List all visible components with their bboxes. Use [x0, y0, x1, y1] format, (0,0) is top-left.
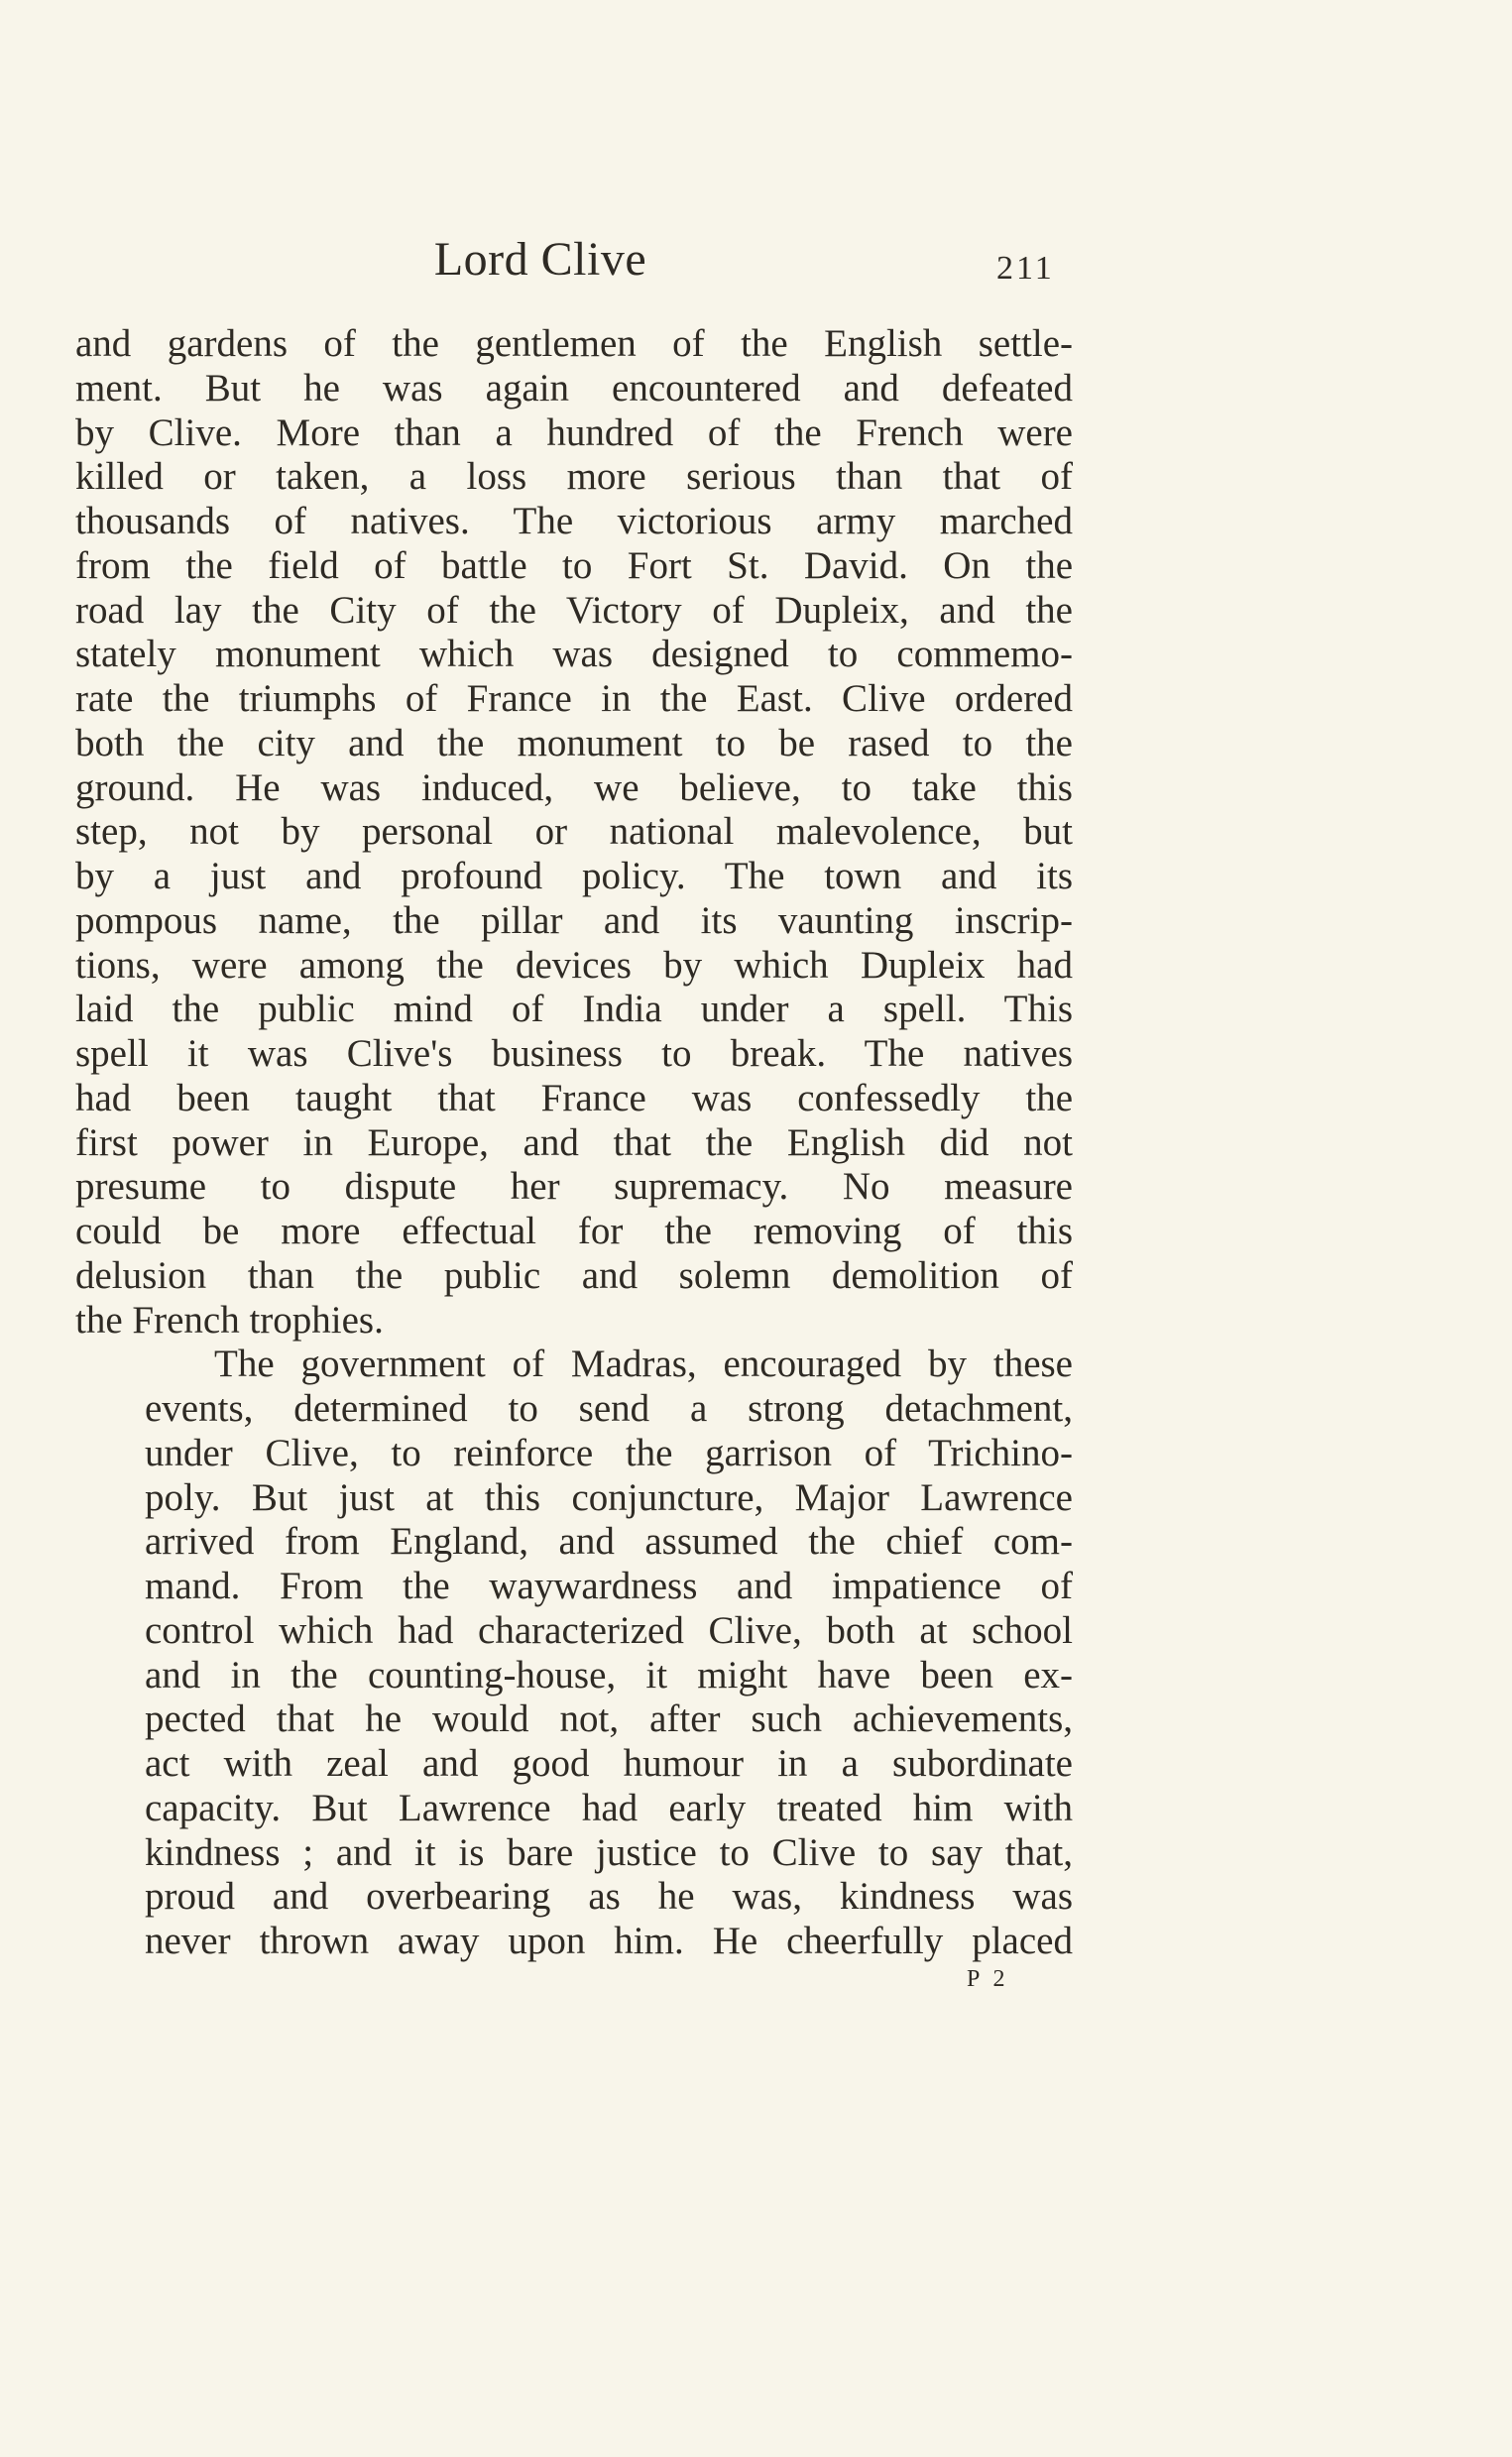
- text-line: from the field of battle to Fort St. David. On the: [75, 543, 1073, 587]
- text-line: had been taught that France was confessedly the: [75, 1076, 1073, 1119]
- text-line: capacity. But Lawrence had early treated him with: [145, 1786, 1073, 1829]
- text-line: arrived from England, and assumed the chief com-: [145, 1520, 1073, 1564]
- text-line: by a just and profound policy. The town and its: [75, 855, 1073, 897]
- text-line: ment. But he was again encountered and defeated: [75, 366, 1073, 410]
- text-line: proud and overbearing as he was, kindness was: [145, 1875, 1073, 1919]
- text-line: delusion than the public and solemn demolition of: [75, 1253, 1073, 1297]
- text-line: The government of Madras, encouraged by these: [214, 1343, 1073, 1386]
- text-line: never thrown away upon him. He cheerfully placed: [145, 1920, 1073, 1962]
- paragraph: [75, 1343, 1073, 1964]
- text-line: killed or taken, a loss more serious than that of: [75, 455, 1073, 499]
- text-line: thousands of natives. The victorious army marched: [75, 500, 1073, 542]
- running-head-title: Lord Clive: [433, 233, 647, 286]
- text-line: under Clive, to reinforce the garrison of Trichino-: [145, 1431, 1073, 1474]
- text-line: poly. But just at this conjuncture, Major Lawrence: [145, 1475, 1073, 1519]
- text-line: the French trophies.: [75, 1298, 384, 1342]
- text-line: and gardens of the gentlemen of the English settle-: [75, 322, 1073, 365]
- text-line: control which had characterized Clive, both at school: [145, 1608, 1073, 1652]
- text-line: stately monument which was designed to commemo-: [75, 633, 1073, 676]
- signature-mark: P 2: [967, 1966, 1009, 1992]
- text-line: first power in Europe, and that the English did not: [75, 1120, 1073, 1164]
- text-line: step, not by personal or national malevolence, but: [75, 810, 1073, 854]
- page-number: 211: [996, 250, 1055, 287]
- text-line: road lay the City of the Victory of Dupleix, and the: [75, 588, 1073, 632]
- text-line: and in the counting-house, it might have been ex-: [145, 1653, 1073, 1696]
- text-line: act with zeal and good humour in a subordinate: [145, 1742, 1073, 1785]
- text-line: pompous name, the pillar and its vaunting inscrip-: [75, 898, 1073, 942]
- text-line: rate the triumphs of France in the East. Clive ordered: [75, 677, 1073, 720]
- text-line: presume to dispute her supremacy. No measure: [75, 1165, 1073, 1209]
- text-line: events, determined to send a strong detachment,: [145, 1387, 1073, 1430]
- text-line: mand. From the waywardness and impatience of: [145, 1565, 1073, 1607]
- text-line: tions, were among the devices by which Dupleix had: [75, 943, 1073, 987]
- text-line: spell it was Clive's business to break. The natives: [75, 1032, 1073, 1075]
- text-line: pected that he would not, after such achievements,: [145, 1697, 1073, 1741]
- text-line: laid the public mind of India under a spell. This: [75, 988, 1073, 1031]
- text-line: could be more effectual for the removing of this: [75, 1210, 1073, 1252]
- text-line: both the city and the monument to be rased to the: [75, 721, 1073, 764]
- text-line: by Clive. More than a hundred of the French were: [75, 410, 1073, 454]
- text-line: kindness ; and it is bare justice to Clive to say that,: [145, 1830, 1073, 1874]
- paragraph: [75, 322, 1073, 1343]
- body-text: [75, 322, 1073, 1964]
- text-line: ground. He was induced, we believe, to take this: [75, 765, 1073, 809]
